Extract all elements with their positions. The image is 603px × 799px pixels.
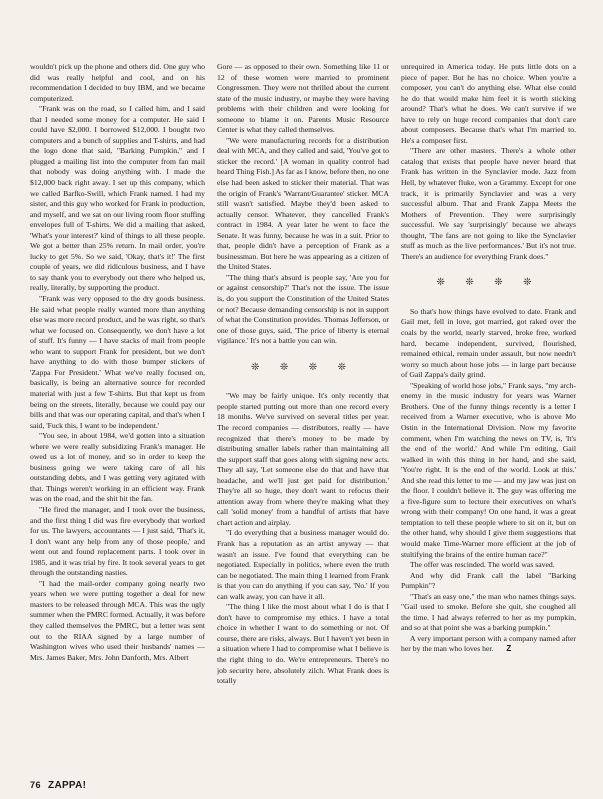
- column-right-top: [401, 62, 576, 262]
- paragraph: "Speaking of world hose jobs," Frank says, "my arch-enemy in the music industry for years was Warner Brothers. One of the funny things recently is a letter I received from a Warner executive, who is above Mo Ostin in the International Division. Now my favorite comment, when I'm watching the news on TV, is, 'It's the end of the world.' And while I'm editing, Gail walked in with this thing in her hand, and she said, 'You're right. It is the end of the world. Look at this.' And she read this letter to me — and my jaw was just on the floor. I couldn't believe it. The guy was offering me a five-figure sum to lecture their executives on what's wrong with their company! On one hand, it was a great temptation to tell these people where to sit on it, but on the other hand, why should I give them suggestions that would make Time-Warner more efficient at the job of stultifying the brains of the entire human race?": [401, 380, 576, 559]
- page-footer: [30, 780, 86, 791]
- page-number: 76: [30, 780, 42, 790]
- paragraph: Gore — as opposed to their own. Something like 11 or 12 of these women were married to prominent Congressmen. They were not thrilled about the current state of the music industry, or maybe they were having problems with their children and were looking for someone to blame it on. Parents Music Resource Center is what they called themselves.: [217, 62, 389, 135]
- paragraph: "He fired the manager, and I took over the business, and the first thing I did was fire everybody that worked for us. The lawyers, accountants — I just said, 'That's it, I don't want any help from any of those people,' and went out and found replacement parts. I took over in 1985, and it was trial by fire. It took several years to get through the outstanding nasties.: [30, 504, 205, 578]
- paragraph: A very important person with a company named after her by the man who loves her. Z: [401, 633, 576, 654]
- paragraph: "The thing I like the most about what I do is that I don't have to compromise my ethics. I have a total choice in whether I want to do something or not. Of course, there are risks, always. But I haven't yet been in a situation where I had to compromise what I believe is the right thing to do. We're entrepreneurs. There's no job security here, absolutely zilch. What Frank does is totally: [217, 602, 389, 686]
- paragraph: "I do everything that a business manager would do. Frank has a reputation as an artist anyway — that wasn't an issue. I've found that everything can be negotiated. Especially in politics, where even the truth can be negotiated. The main thing I learned from Frank is that you can do anything if you can say, 'No.' If you can walk away, you can have it all.: [217, 528, 389, 601]
- column-middle-top: [217, 62, 389, 347]
- paragraph: "Frank was on the road, so I called him, and I said that I needed some money for a computer. He said I could have $2,000. I borrowed $12,000. I bought two computers and a bunch of supplies and T-shirts, and had the logo done that said, "Barking Pumpkin," and I plugged a mailing list into the computer from fan mail that nobody was doing anything with. I made the $12,000 back right away. I set up this company, which we called Barfko-Swill, which Frank named. I had my sister, and this guy who worked for Frank in production, and myself, and we sat on our living room floor stuffing envelopes full of T-shirts. We did a mailing that asked, 'What's your interest?' kind of things to all these people. We got a better than 25% return. In mail order, you're lucky to get 5%. So we said, 'Okay, that's it!' The first couple of years, we did ridiculous business, and I have to say thank you to everybody out there who helped us, really, literally, by supporting the product.: [30, 104, 205, 293]
- paragraph: "We were manufacturing records for a distribution deal with MCA, and they called and said, 'You've got to sticker the record.' [A woman in quality control had heard Thing Fish.] As far as I know, before then, no one else had been asked to sticker their material. That was the origin of Frank's 'Warrant/Guarantee' sticker. MCA still wasn't satisfied. Maybe they'd been asked to actually censor. Whatever, they cancelled Frank's contract in 1984. A year later he went to face the Senate. It was funny, because he was in a suit. Prior to that, people didn't have a perception of Frank as a businessman. But here he was appearing as a citizen of the United States.: [217, 135, 389, 272]
- section-separator: ❊ ❊ ❊ ❊: [436, 277, 541, 289]
- paragraph: "That's an easy one," the man who names things says. "Gail used to smoke. Before she quit, she coughed all the time. I had always referred to her as my pumpkin, and so at that point she was a barking pumpkin.": [401, 591, 576, 633]
- paragraph: "I had the mail-order company going nearly two years when we were putting together a deal for new masters to be released through MCA. This was the ugly summer when the PMRC formed. Actually, it was before they called themselves the PMRC, but a letter was sent out to the RIAA signed by a large number of Washington wives who used their husbands' names — Mrs. James Baker, Mrs. John Danforth, Mrs. Albert: [30, 578, 205, 662]
- paragraph: "You see, in about 1984, we'd gotten into a situation where we were really subsidizing Frank's manager. He owed us a lot of money, and so in order to keep the business going we were taking care of all his outstanding debts, and I was getting very agitated with that. Things weren't working in an efficient way. Frank was on the road, and the shit hit the fan.: [30, 431, 205, 504]
- column-middle-bottom: [217, 391, 389, 686]
- column-left: [30, 62, 205, 770]
- column-right: [401, 62, 576, 770]
- paragraph: So that's how things have evolved to date. Frank and Gail met, fell in love, got married, got raked over the coals by the world, nearly starved, broke free, worked hard, became independent, survived, flourished, remained ethical, remain under assault, but now needn't worry so much about hose jobs — in large part because of Gail Zappa's daily grind.: [401, 306, 576, 380]
- paragraph: And why did Frank call the label "Barking Pumpkin"?: [401, 570, 576, 591]
- paragraph: "We may be fairly unique. It's only recently that people started putting out more than one record every 18 months. We've survived on several titles per year. The record companies — distributors, really — have recognized that there's money to be made by distributing smaller labels rather than maintaining all the support staff that goes along with signing new acts. They all say, 'Let someone else do that and have that headache, and we'll just get paid for distribution.' They're all so huge, they don't want to refocus their attention away from where they're making what they call 'solid money' from a handful of artists that have chart action and airplay.: [217, 391, 389, 527]
- section-separator: ❊ ❊ ❊ ❊: [250, 361, 355, 373]
- end-mark: Z: [506, 644, 512, 654]
- magazine-name: ZAPPA!: [48, 780, 87, 791]
- paragraph: "Frank was very opposed to the dry goods business. He said what people really wanted more than anything else was more record product, and he was right, so that's what we focused on. Consequently, we don't have a lot of stuff. It's funny — I have stacks of mail from people who want to support Frank for president, but we don't have anything to do with those bumper stickers of 'Zappa For President.' What we've really focused on, basically, is being an alternative source for recorded material with just a few T-shirts. But that kept us from being on the streets, literally, because we could pay our bills and that was our operating capital, and that's when I said, 'Fuck this, I want to be independent.': [30, 294, 205, 430]
- paragraph: wouldn't pick up the phone and others did. One guy who did was really helpful and cool, and on his recommendation I decided to buy IBM, and we became computerized.: [30, 62, 205, 103]
- column-right-bottom: [401, 307, 576, 655]
- paragraph: "There are other masters. There's a whole other catalog that exists that people have never heard that Frank has written in the Synclavier mode. Jazz from Hell, by whatever fluke, won a Grammy. Except for one track, it is primarily Synclavier and was a very successful album. That and Frank Zappa Meets the Mothers of Prevention. They were surprisingly successful. We say 'surprisingly' because we always thought, 'The fans are not going to like the Synclavier stuff as much as the live performances.' But it's not true. There's an audience for everything Frank does.": [401, 146, 576, 261]
- column-middle: [217, 62, 389, 770]
- paragraph: "The thing that's absurd is people say, 'Are you for or against censorship?' That's not the issue. The issue is, do you support the Constitution of the United States or not? Because demanding censorship is not in support of what the Constitution provides. Thomas Jefferson, or one of those guys, said, 'The price of liberty is eternal vigilance.' It's not a battle you can win.: [217, 272, 389, 346]
- paragraph: The offer was rescinded. The world was saved.: [410, 560, 555, 570]
- paragraph: unrequired in America today. He puts little dots on a piece of paper. But he has no choice. When you're a composer, you can't do anything else. What else could he do that would make him feel it is worth sticking around? That's what he does. We can't survive if we have to rely on huge record companies that don't care about composers. Because that's what I'm married to. He's a composer first.: [401, 62, 576, 145]
